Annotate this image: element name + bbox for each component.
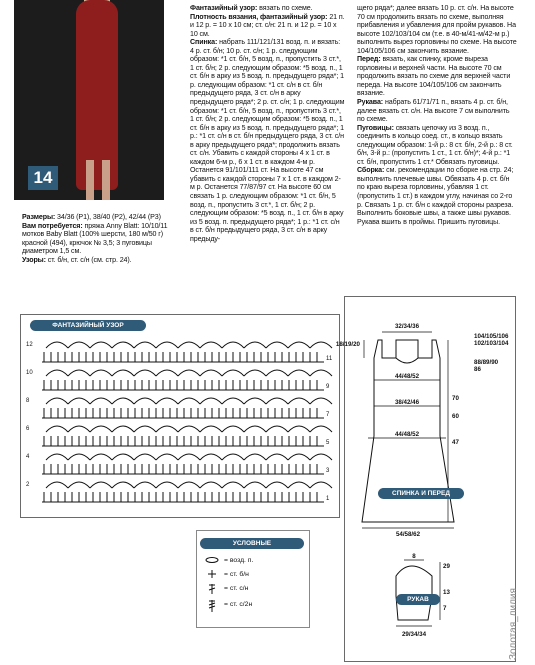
chain-arch <box>310 370 332 376</box>
body-label: СПИНКА И ПЕРЕД <box>378 488 464 499</box>
back-continued: щего ряда*; далее вязать 10 р. ст. с/н. На высоте 70 см продолжить вязать по схеме, выполняя прибавления и убавления для пройм рукавов. На высоте 102/103/104 см (т.е. в 40-м/41-м/42-м р.) выполнить вырез горловины по схеме. На высоте 104/105/106 см закончить вязание. <box>357 4 517 55</box>
row-number-right: 7 <box>326 412 330 418</box>
chain-arch <box>134 398 156 404</box>
chain-arch <box>288 426 310 432</box>
chain-arch <box>266 342 288 348</box>
dim-sleeve-h1: 29 <box>443 563 450 570</box>
dim-shoulder: 86 <box>474 366 481 373</box>
back-label: Спинка: <box>190 38 218 47</box>
row-number-right: 5 <box>326 440 330 446</box>
chain-arch <box>200 398 222 404</box>
chain-arch <box>244 370 266 376</box>
chain-arch <box>156 398 178 404</box>
dim-w2: 38/42/46 <box>394 399 420 406</box>
dim-sleeve-h2: 13 <box>443 589 450 596</box>
row-number-right: 11 <box>326 356 333 362</box>
middle-column <box>190 4 345 243</box>
chain-arch <box>200 454 222 460</box>
front-label: Перед: <box>357 55 381 64</box>
chart-title: ФАНТАЗИЙНЫЙ УЗОР <box>30 320 146 331</box>
legend-title: УСЛОВНЫЕ ОБОЗНАЧЕНИЯ <box>200 538 304 549</box>
treble-crochet-icon <box>204 600 220 608</box>
chain-arch <box>222 398 244 404</box>
chain-arch <box>244 426 266 432</box>
chain-arch <box>222 342 244 348</box>
watermark: Золотая_лилия <box>508 588 519 660</box>
row-number-left: 2 <box>26 482 30 488</box>
chain-arch <box>310 454 332 460</box>
dim-sleeve-top: 8 <box>412 553 416 560</box>
chain-arch <box>156 370 178 376</box>
patterns-value: ст. б/н, ст. с/н (см. стр. 24). <box>47 255 132 264</box>
neck-outline <box>396 340 418 363</box>
chain-arch <box>288 342 310 348</box>
chain-arch <box>46 454 68 460</box>
chain-arch <box>178 482 200 488</box>
chain-arch <box>266 482 288 488</box>
sleeve-label: РУКАВ <box>396 594 440 605</box>
chain-arch <box>112 482 134 488</box>
legend-item: = ст. с/н <box>204 584 248 592</box>
right-column <box>357 4 517 226</box>
chain-arch <box>222 370 244 376</box>
chain-arch <box>288 370 310 376</box>
assembly-label: Сборка: <box>357 166 385 175</box>
chain-arch <box>156 482 178 488</box>
sleeve-outline <box>396 566 432 620</box>
chain-arch <box>90 426 112 432</box>
chain-arch <box>90 482 112 488</box>
legend-item: = ст. б/н <box>204 570 249 578</box>
dim-h70: 70 <box>452 395 459 402</box>
page-number-badge: 14 <box>28 166 58 190</box>
legend-item: = ст. с/2н <box>204 600 252 608</box>
chain-arch <box>90 454 112 460</box>
row-number-left: 6 <box>26 426 30 432</box>
dim-bottom-width: 54/58/62 <box>395 531 421 538</box>
chain-arch <box>200 482 222 488</box>
chain-arch <box>222 482 244 488</box>
row-number-right: 3 <box>326 468 330 474</box>
dim-neck-left: 18/19/20 <box>335 341 360 348</box>
chain-arch <box>156 454 178 460</box>
single-crochet-icon <box>204 570 220 578</box>
chain-arch <box>68 398 90 404</box>
chain-arch <box>156 426 178 432</box>
chain-arch <box>112 342 134 348</box>
chain-arch <box>134 482 156 488</box>
chain-arch <box>112 370 134 376</box>
dim-w3: 44/48/52 <box>394 431 420 438</box>
legend-item: = возд. п. <box>204 556 253 564</box>
assembly-value: см. рекомендации по сборке на стр. 24; выполнить плечевые швы. Обвязать 4 р. ст. б/н по краю выреза горловины, убавляя 1 ст. (пропустить 1 ст.) в каждом углу, начиная со 2-го р. Связать 1 р. ст. б/н с каждой стороны разреза. Выполнить боковые швы, а также швы рукавов. Рукава вшить в проймы. Пришить пуговицы. <box>357 166 514 226</box>
chain-arch <box>310 342 332 348</box>
chain-arch <box>310 426 332 432</box>
dim-sleeve-bottom: 29/34/34 <box>401 631 427 638</box>
chain-arch <box>68 370 90 376</box>
chain-arch <box>134 426 156 432</box>
chain-arch <box>244 398 266 404</box>
row-number-left: 12 <box>26 342 33 348</box>
row-number-left: 10 <box>26 370 33 376</box>
chain-arch <box>310 482 332 488</box>
chain-arch <box>244 482 266 488</box>
garment-schematic <box>335 296 514 660</box>
double-crochet-icon <box>204 584 220 592</box>
sizes-label: Размеры: <box>22 213 56 221</box>
chain-arch <box>68 342 90 348</box>
chain-arch <box>266 398 288 404</box>
chain-arch <box>68 482 90 488</box>
row-number-left: 8 <box>26 398 30 404</box>
chain-arch <box>266 370 288 376</box>
chain-arch <box>112 426 134 432</box>
chain-arch <box>46 398 68 404</box>
back-value: набрать 111/121/131 возд. п. и вязать: 4 р. ст. б/н; 10 р. ст. с/н; 1 р. следующим образом: *1 ст. б/н, 5 возд. п., пропустить 3 ст.*, 1 ст. б/н; 2 р. следующим образом: *5 возд. п., 1 ст. б/н в арку из 5 возд. п. предыдущего ряда*; 1 р. следующим образом: *1 ст. с/н в ст. б/н предыдущего ряда, 3 ст. с/н в арку предыдущего ряда*; 2 р. ст. с/н; 1 р. следующим образом: *1 ст. б/н, 5 возд. п., пропустить 3 ст.*, 1 ст. б/н; 2 р. следующим образом: *5 возд. п., 1 ст. б/н в арку из 5 возд. п. предыдущего ряда*; 1 р.: *1 ст. с/н в ст. б/н предыдущего ряда, 3 ст. с/н в арку предыдущего ряда*; продолжить вязать ст. с/н. Убавить с каждой стороны 4 х 1 ст. в каждом 6-м р., 6 х 1 ст. в каждом 4-м р. Останется 91/101/111 ст. На высоте 47 см убавить с каждой стороны 7 х 1 ст. в каждом 2-м р. Останется 77/87/97 ст. На высоте 60 см связать 1 р. следующим образом: *1 ст. б/н, 5 возд. п., пропустить 3 ст.*, 1 ст. б/н; 2 р. следующим образом: *5 возд. п., 1 ст. б/н в арку из 5 возд. п. предыдущего ряда*; 1 р.: *1 ст. с/н в ст. б/н предыдущего ряда, 3 ст. с/н в арку предыду- <box>190 38 345 243</box>
chain-arch <box>178 370 200 376</box>
chain-arch <box>46 482 68 488</box>
chain-arch <box>134 370 156 376</box>
chain-arch <box>90 398 112 404</box>
chain-arch <box>156 342 178 348</box>
chain-arch <box>112 454 134 460</box>
dim-top-width: 32/34/36 <box>394 323 420 330</box>
chain-arch <box>46 370 68 376</box>
chain-arch <box>90 370 112 376</box>
sleeves-label: Рукава: <box>357 98 384 107</box>
dim-neck-right2: 102/103/104 <box>474 340 509 347</box>
density-label: Плотность вязания, фантазийный узор: <box>190 12 328 21</box>
chain-arch <box>46 426 68 432</box>
chain-arch <box>222 426 244 432</box>
chain-arch <box>68 426 90 432</box>
chain-arch <box>288 454 310 460</box>
chain-arch <box>266 454 288 460</box>
dim-w1: 44/48/52 <box>394 373 420 380</box>
model-leg <box>86 160 94 200</box>
chain-arch <box>288 398 310 404</box>
chain-arch <box>244 342 266 348</box>
sizes-value: 34/36 (P1), 38/40 (P2), 42/44 (P3) <box>57 213 161 221</box>
dim-armhole: 88/89/90 <box>474 359 499 366</box>
chain-arch <box>222 454 244 460</box>
dim-h60: 60 <box>452 413 459 420</box>
density-value: 21 п. и 12 р. = 10 х 10 см; ст. с/н: 21 п. и 12 р. = 10 х 10 см. <box>190 12 345 38</box>
chain-arch <box>178 454 200 460</box>
row-number-right: 9 <box>326 384 330 390</box>
materials-label: Вам потребуется: <box>22 221 83 230</box>
chain-arch <box>244 454 266 460</box>
materials-value: пряжа Anny Blatt: 10/10/11 мотков Baby Blatt (100% шерсти, 180 м/50 г) красной (494), крючок № 3,5; 3 пуговицы диаметром 1,5 см. <box>22 221 168 256</box>
red-dress <box>76 0 118 190</box>
chain-arch <box>178 398 200 404</box>
left-column <box>22 213 182 264</box>
buttons-value: связать цепочку из 3 возд. п., соединить в кольцо соед. ст., в кольцо вязать следующим образом: 1-й р.: 8 ст. б/н, 2-й р.: 8 ст. б/н, 3-й р.: (пропустить 1 ст., 1 ст. б/н)*; 4-й р.: *1 ст. б/н, пропустить 1 ст.* Обвязать пуговицы. <box>357 123 513 166</box>
patterns-label: Узоры: <box>22 255 46 264</box>
model-leg <box>102 160 110 200</box>
chain-arch <box>134 342 156 348</box>
chain-arch <box>112 398 134 404</box>
front-value: вязать, как спинку, кроме выреза горловины и верхней части. На высоте 70 см продолжить вязать по схеме для верхней части переда. На высоте 104/105/106 см закончить вязание. <box>357 55 511 98</box>
dim-neck-right: 104/105/106 <box>474 333 509 340</box>
row-number-right: 1 <box>326 496 330 502</box>
chain-stitch-icon <box>204 556 220 564</box>
dim-h47: 47 <box>452 439 459 446</box>
chain-arch <box>46 342 68 348</box>
chain-arch <box>178 426 200 432</box>
chain-arch <box>200 426 222 432</box>
row-number-left: 4 <box>26 454 30 460</box>
sleeves-value: набрать 61/71/71 п., вязать 4 р. ст. б/н, далее вязать ст. с/н. На высоте 7 см выполнить по схеме. <box>357 98 510 124</box>
fancy-label: Фантазийный узор: <box>190 4 258 12</box>
buttons-label: Пуговицы: <box>357 123 394 132</box>
chain-arch <box>68 454 90 460</box>
dim-sleeve-h3: 7 <box>443 605 447 612</box>
chain-arch <box>178 342 200 348</box>
chain-arch <box>266 426 288 432</box>
chain-arch <box>310 398 332 404</box>
chain-arch <box>288 482 310 488</box>
chain-arch <box>200 370 222 376</box>
chain-arch <box>134 454 156 460</box>
crochet-chart <box>20 330 338 514</box>
chain-arch <box>90 342 112 348</box>
fancy-value: вязать по схеме. <box>259 4 313 12</box>
chain-arch <box>200 342 222 348</box>
